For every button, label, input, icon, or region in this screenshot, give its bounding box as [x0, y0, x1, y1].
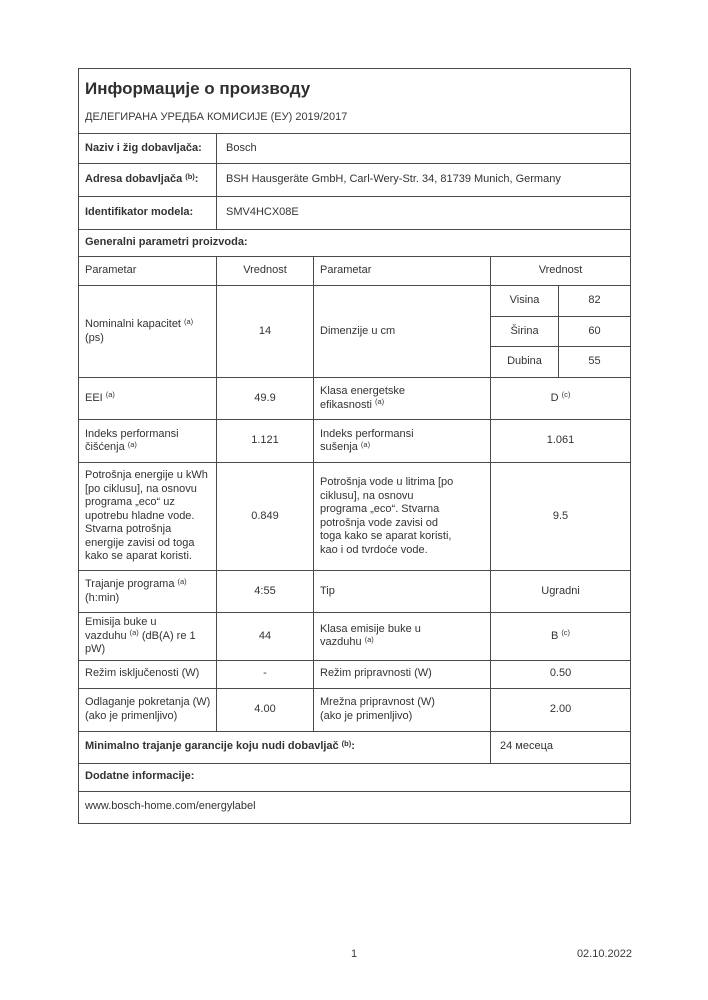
- standby-mode-value: [491, 660, 631, 688]
- label-suffix: (h:min): [85, 591, 120, 604]
- label-text: Trajanje programa: [85, 578, 175, 590]
- table-row: [79, 731, 631, 763]
- delay-start-label: [79, 688, 217, 731]
- footnote-ref-c: (c): [561, 628, 571, 637]
- label-text: Klasa energetske efikasnosti: [320, 385, 405, 411]
- water-consumption-value: [491, 463, 631, 571]
- supplier-address-label: [79, 164, 217, 197]
- label-suffix: (dB(A) re 1 pW): [85, 629, 196, 655]
- noise-class-label: [314, 613, 491, 661]
- table-row: [79, 613, 631, 661]
- label-text: Režim isključenosti (W): [85, 667, 200, 680]
- table-row: [79, 164, 631, 197]
- header-parameter-right: Parametar: [314, 257, 491, 286]
- value-text: Ugradni: [541, 584, 580, 597]
- product-fiche-sheet: [78, 68, 631, 824]
- dimension-depth-value: 55: [559, 347, 631, 378]
- footer-date: 02.10.2022: [576, 948, 632, 960]
- table-row: [79, 571, 631, 613]
- label-suffix: (ps): [85, 331, 104, 344]
- value-text: D: [550, 391, 559, 404]
- model-id-label: Identifikator modela:: [79, 197, 217, 230]
- dimensions-label: Dimenzije u cm: [314, 286, 491, 378]
- label-suffix: :: [351, 740, 355, 753]
- water-consumption-label: [314, 463, 491, 571]
- header-parameter-left: Parametar: [79, 257, 217, 286]
- supplier-name-label: Naziv i žig dobavljača:: [79, 134, 217, 164]
- energy-class-label: [314, 378, 491, 420]
- footnote-ref-c: (c): [561, 390, 571, 400]
- table-row: [79, 463, 631, 571]
- guarantee-label: [79, 731, 491, 763]
- label-text: Potrošnja vode u litrima [po ciklusu], na osnovu programa „eco“. Stvarna potrošnja vode zavisi od toga kako se aparat koristi, kao i od tvrdoće vode.: [320, 476, 454, 556]
- label-text: Emisija buke u vazduhu: [85, 616, 157, 642]
- off-mode-label: [79, 660, 217, 688]
- type-label: [314, 571, 491, 613]
- document-header-cell: [79, 69, 631, 134]
- label-text: Odlaganje pokretanja (W) (ako je primenljivo): [85, 696, 211, 722]
- label-text: Minimalno trajanje garancije koju nudi dobavljač: [85, 740, 339, 753]
- page-footer: [78, 948, 630, 960]
- additional-info-section-title: Dodatne informacije:: [79, 763, 631, 791]
- footnote-ref-a: (a): [129, 628, 139, 637]
- page-number: 1: [350, 948, 358, 960]
- dimension-depth-label: Dubina: [491, 347, 559, 378]
- footnote-ref-b: (b): [185, 171, 195, 181]
- eei-label: [79, 378, 217, 420]
- table-row: [79, 660, 631, 688]
- label-text: Adresa dobavljača: [85, 173, 183, 186]
- value-text: 2.00: [549, 702, 572, 715]
- dimension-height-label: Visina: [491, 286, 559, 317]
- table-row: [79, 688, 631, 731]
- label-suffix: :: [194, 173, 199, 186]
- eei-value: 49.9: [217, 378, 314, 420]
- energy-label-url[interactable]: www.bosch-home.com/energylabel: [79, 791, 631, 823]
- energy-class-value: [491, 378, 631, 420]
- table-row: [79, 197, 631, 230]
- guarantee-value: 24 месеца: [491, 731, 631, 763]
- label-text: Indeks performansi sušenja: [320, 427, 414, 453]
- footnote-ref-a: (a): [360, 439, 371, 449]
- regulation-subtitle: ДЕЛЕГИРАНА УРЕДБА КОМИСИЈЕ (ЕУ) 2019/2017: [85, 110, 348, 123]
- label-text: Klasa emisije buke u vazduhu: [320, 622, 421, 649]
- footnote-ref-b: (b): [341, 738, 352, 748]
- label-text: Potrošnja energije u kWh [po ciklusu], na osnovu programa „eco“ uz upotrebu hladne vode. Stvarna potrošnja energije zavisi od toga kako se aparat koristi.: [85, 469, 208, 563]
- table-header-row: [79, 257, 631, 286]
- rated-capacity-value: 14: [217, 286, 314, 378]
- dimension-width-label: Širina: [491, 317, 559, 347]
- cleaning-index-value: 1.121: [217, 420, 314, 463]
- dimension-width-value: 60: [559, 317, 631, 347]
- table-row: [79, 286, 631, 317]
- energy-consumption-label: [79, 463, 217, 571]
- dimension-height-value: 82: [559, 286, 631, 317]
- drying-index-value: [491, 420, 631, 463]
- value-text: 9.5: [552, 509, 569, 522]
- cleaning-index-label: [79, 420, 217, 463]
- header-value-left: Vrednost: [217, 257, 314, 286]
- label-text: Režim pripravnosti (W): [320, 667, 432, 680]
- table-row: [79, 134, 631, 164]
- label-text: EEI: [85, 391, 103, 404]
- footnote-ref-a: (a): [374, 397, 385, 406]
- delay-start-value: 4.00: [217, 688, 314, 731]
- table-row: [79, 230, 631, 257]
- footnote-ref-a: (a): [364, 634, 374, 644]
- general-parameters-section-title: Generalni parametri proizvoda:: [79, 230, 631, 257]
- noise-emission-label: [79, 613, 217, 661]
- networked-standby-value: [491, 688, 631, 731]
- footnote-ref-a: (a): [127, 439, 137, 449]
- value-text: 0.50: [549, 667, 572, 680]
- label-text: Mrežna pripravnost (W) (ako je primenljivo): [320, 696, 435, 722]
- value-text: 1.061: [546, 434, 575, 447]
- page-title: Информације о производу: [85, 78, 311, 98]
- footnote-ref-a: (a): [177, 576, 187, 586]
- noise-emission-value: 44: [217, 613, 314, 661]
- product-info-table: [78, 68, 631, 824]
- label-text: Tip: [320, 584, 335, 597]
- networked-standby-label: [314, 688, 491, 731]
- standby-mode-label: [314, 660, 491, 688]
- label-text: Indeks performansi čišćenja: [85, 427, 179, 453]
- rated-capacity-label: [79, 286, 217, 378]
- supplier-name-value: Bosch: [217, 134, 631, 164]
- type-value: [491, 571, 631, 613]
- footnote-ref-a: (a): [184, 316, 194, 326]
- footnote-ref-a: (a): [105, 390, 115, 400]
- value-text: B: [550, 629, 559, 642]
- label-text: Nominalni kapacitet: [85, 318, 181, 330]
- supplier-address-value: BSH Hausgeräte GmbH, Carl-Wery-Str. 34, 81739 Munich, Germany: [217, 164, 631, 197]
- table-row: [79, 763, 631, 791]
- table-row: [79, 791, 631, 823]
- energy-consumption-value: 0.849: [217, 463, 314, 571]
- drying-index-label: [314, 420, 491, 463]
- programme-duration-label: [79, 571, 217, 613]
- table-row: [79, 420, 631, 463]
- table-row: [79, 378, 631, 420]
- off-mode-value: -: [217, 660, 314, 688]
- programme-duration-value: 4:55: [217, 571, 314, 613]
- model-id-value: SMV4HCX08E: [217, 197, 631, 230]
- noise-class-value: [491, 613, 631, 661]
- header-value-right: Vrednost: [491, 257, 631, 286]
